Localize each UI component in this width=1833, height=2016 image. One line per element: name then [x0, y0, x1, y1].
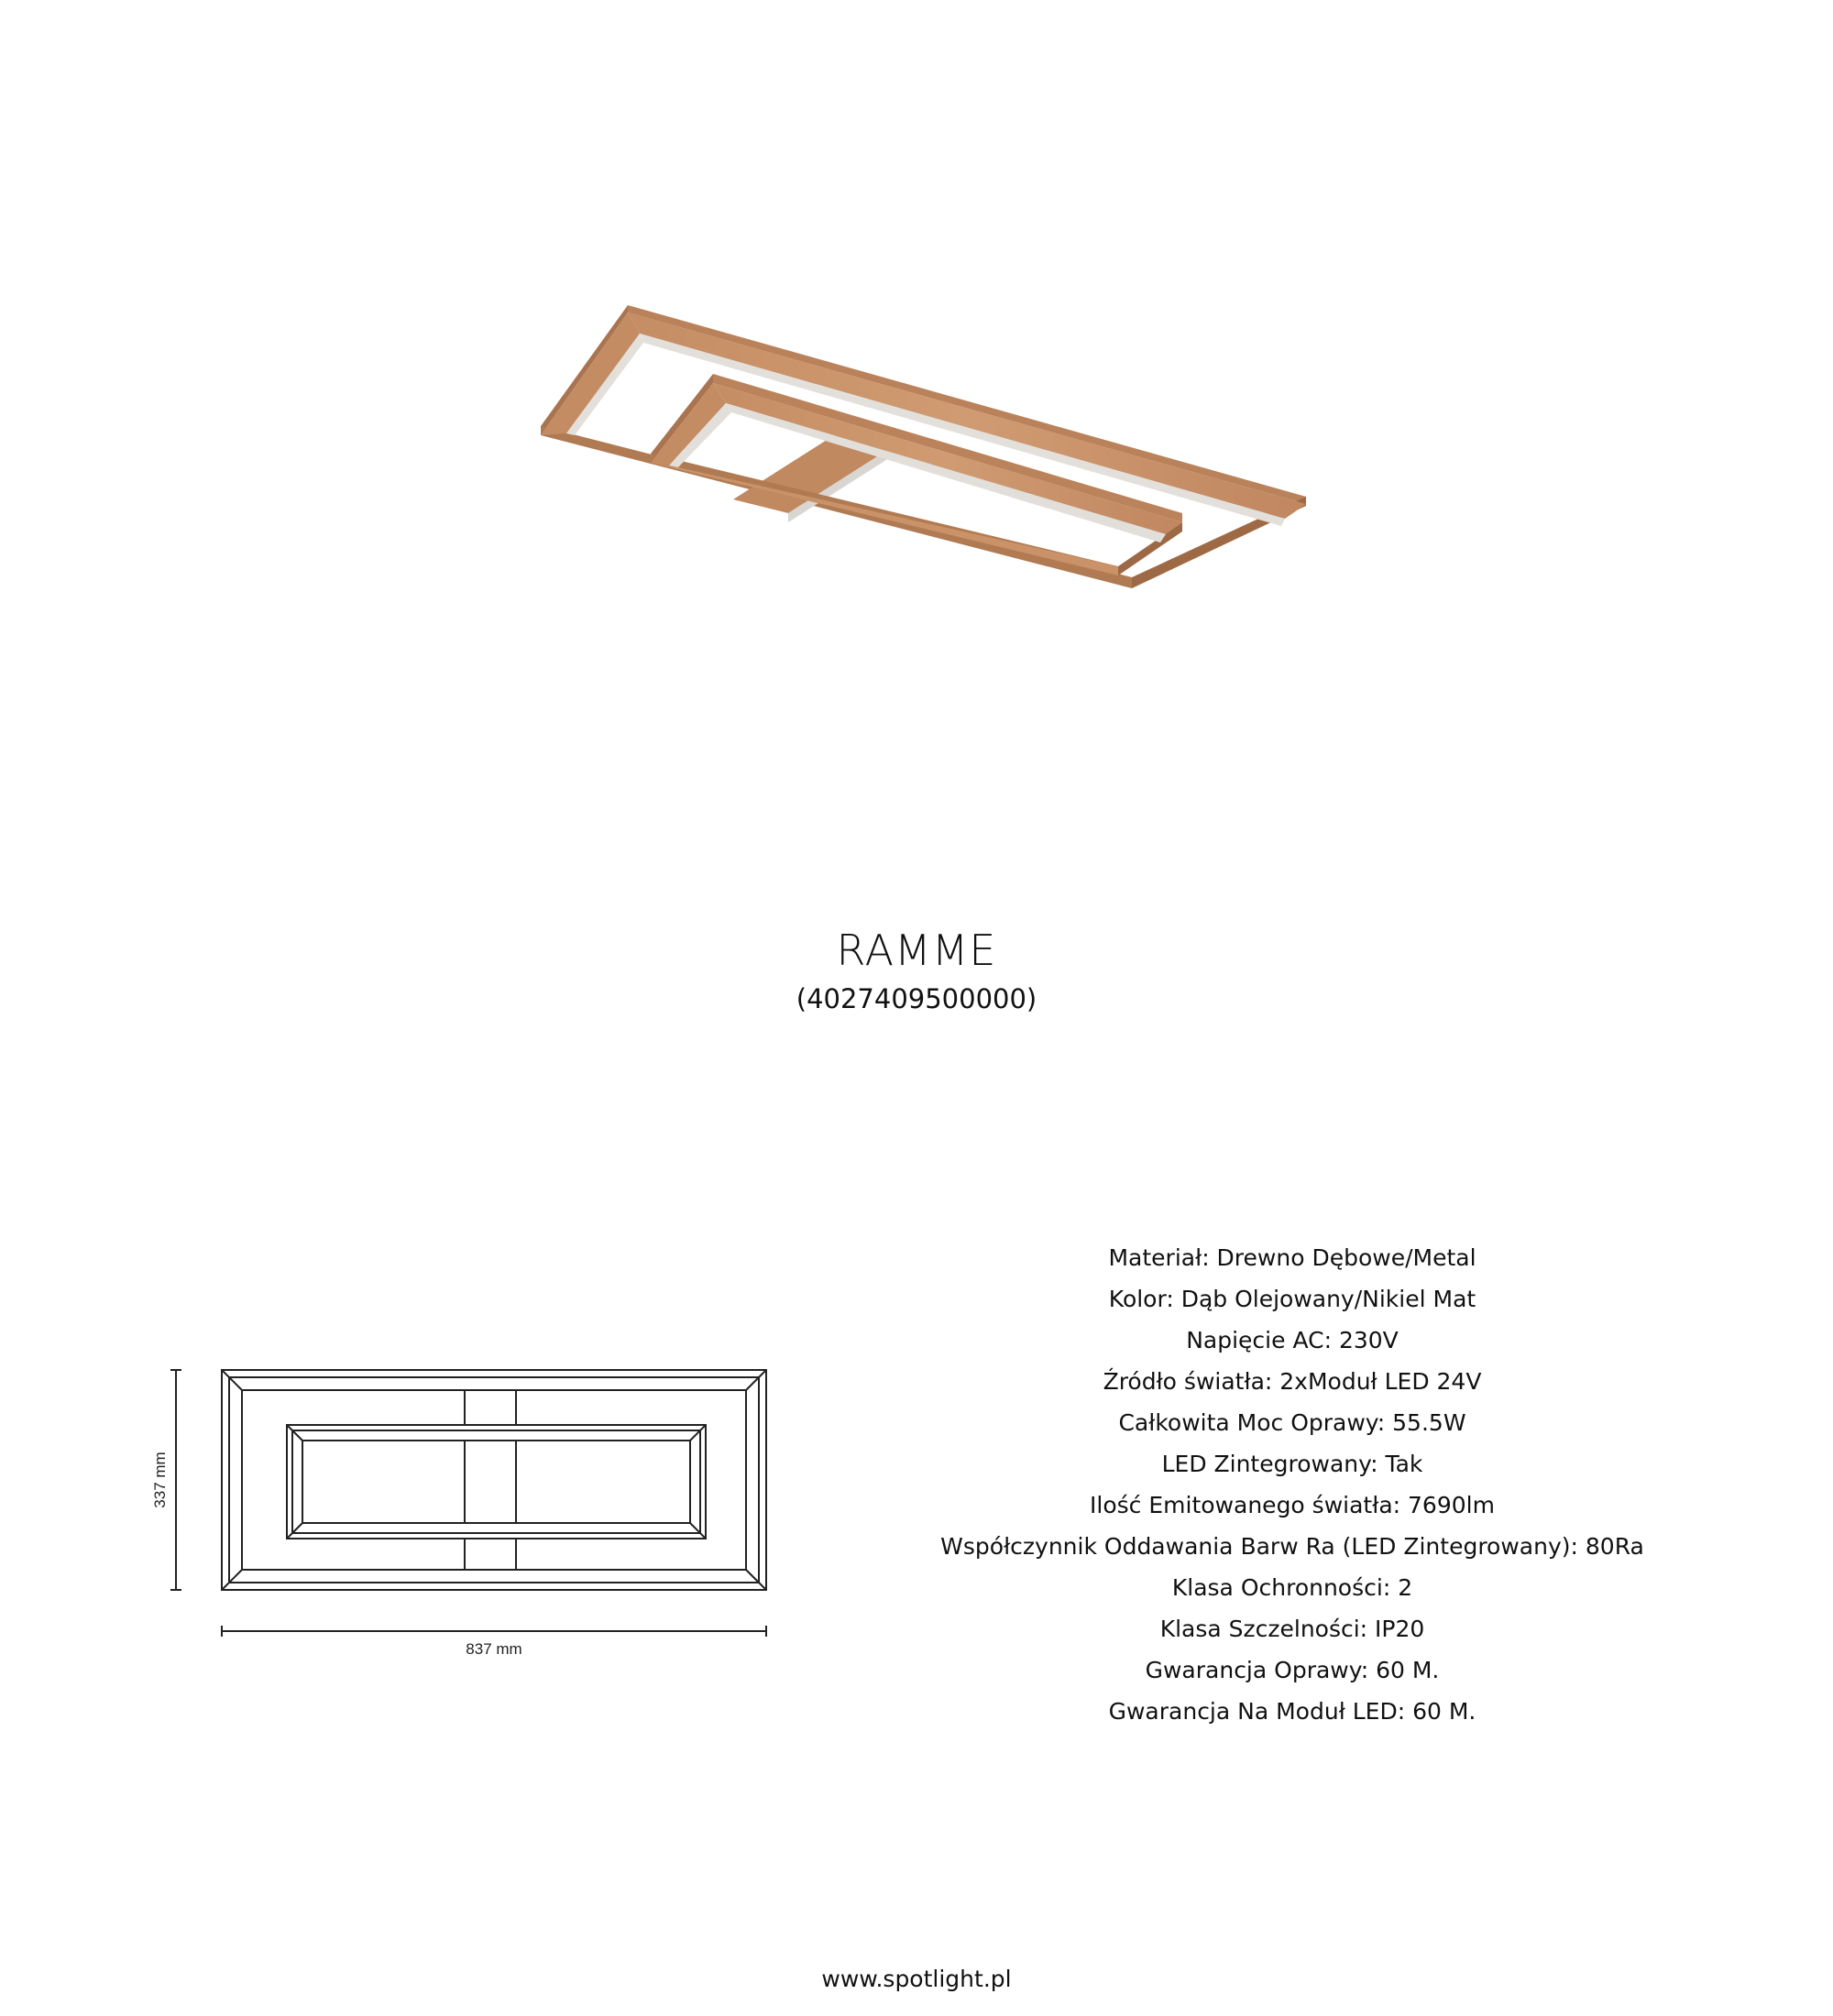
spec-item: Gwarancja Na Moduł LED: 60 M.	[1108, 1698, 1476, 1725]
footer-url[interactable]: www.spotlight.pl	[821, 1966, 1012, 1992]
product-image	[513, 275, 1338, 641]
specs-list	[898, 1237, 1686, 1732]
inner-frame-outline	[287, 1425, 706, 1539]
spec-item: Źródło światła: 2xModuł LED 24V	[1103, 1368, 1482, 1395]
spec-item: Współczynnik Oddawania Barw Ra (LED Zintegrowany): 80Ra	[940, 1533, 1644, 1560]
spec-item: Całkowita Moc Oprawy: 55.5W	[1118, 1409, 1466, 1436]
product-code: (4027409500000)	[796, 983, 1037, 1014]
spec-item: LED Zintegrowany: Tak	[1161, 1451, 1423, 1477]
spec-item: Materiał: Drewno Dębowe/Metal	[1108, 1244, 1476, 1271]
spec-item: Klasa Ochronności: 2	[1171, 1574, 1413, 1601]
spec-item: Gwarancja Oprawy: 60 M.	[1145, 1657, 1440, 1683]
product-name: RAMME	[836, 926, 997, 975]
spec-item: Ilość Emitowanego światła: 7690lm	[1090, 1492, 1495, 1518]
technical-drawing	[137, 1361, 779, 1663]
spec-item: Napięcie AC: 230V	[1186, 1327, 1399, 1353]
height-label: 337 mm	[151, 1452, 169, 1508]
spec-item: Kolor: Dąb Olejowany/Nikiel Mat	[1108, 1286, 1476, 1312]
width-label: 837 mm	[466, 1640, 522, 1658]
spec-item: Klasa Szczelności: IP20	[1159, 1616, 1425, 1642]
